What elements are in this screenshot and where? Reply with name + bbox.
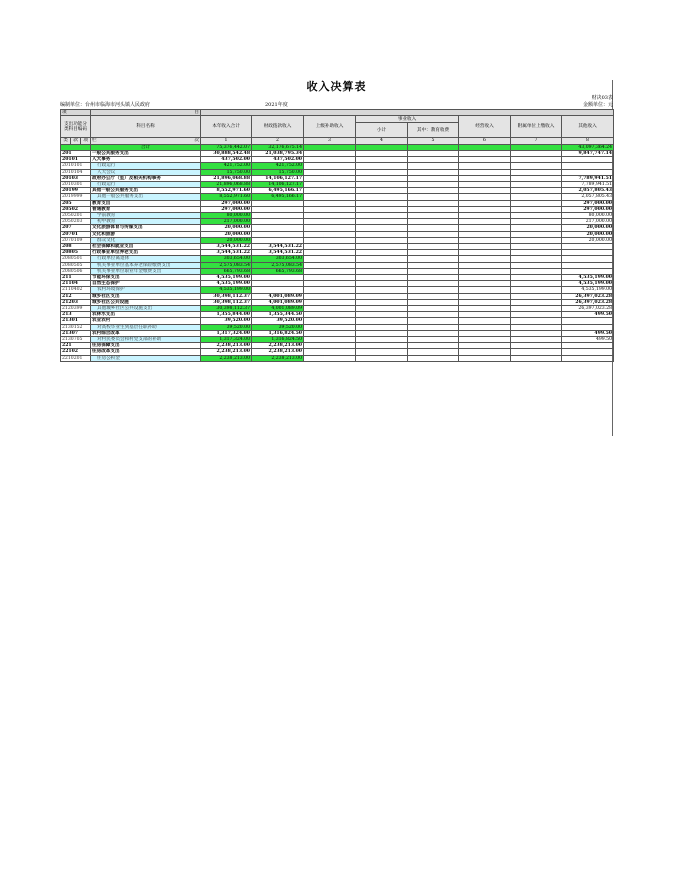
header-subject: 科目名称 [91,116,201,138]
cell-fiscal: 1,355,344.50 [252,312,304,318]
cell-fiscal: 3,544,531.22 [252,250,304,256]
cell-fiscal: 21,038,795.34 [252,150,304,156]
cell-code: 2080505 [61,262,91,268]
cell-code: 208 [61,243,91,249]
cell-fiscal: 6,495,166.17 [252,194,304,200]
cell-operating [459,355,511,361]
cell-code: 201 [61,150,91,156]
cell-code: 2110402 [61,287,91,293]
cell-code: 2050201 [61,212,91,218]
cell-fiscal: 3,544,531.22 [252,243,304,249]
cell-fiscal: 2,575,083.54 [252,262,304,268]
cell-total: 20,000.00 [201,231,252,237]
cell-other: 7,789,941.51 [562,175,614,181]
cell-fiscal: 4,001,089.09 [252,305,304,311]
cell-total: 2,575,083.54 [201,262,252,268]
cell-fiscal: 4,001,089.09 [252,293,304,299]
cell-other: 80,000.00 [562,212,614,218]
cell-total: 2,238,213.00 [201,355,252,361]
cell-superior [304,355,356,361]
cell-code: 20502 [61,206,91,212]
cell-name: 人大事务 [91,157,201,163]
cell-fiscal: 1,316,824.50 [252,337,304,343]
cell-name: 对村民委员会和村党支部的补助 [91,337,201,343]
cell-total: 30,398,112.37 [201,299,252,305]
cell-code: 21104 [61,281,91,287]
cell-total: 8,552,971.60 [201,188,252,194]
cell-total: 437,502.00 [201,157,252,163]
cell-name: 其他一般公共服务支出 [91,194,201,200]
cell-name: 机关事业单位基本养老保险缴费支出 [91,262,201,268]
cell-name: 对高校毕业生到基层任职补助 [91,324,201,330]
cell-code: 20701 [61,231,91,237]
cell-fiscal: 6,495,166.17 [252,188,304,194]
header-xiang-col: 项 [81,138,91,145]
header-edu-fee: 其中：教育收费 [408,123,459,138]
cell-total: 30,398,112.37 [201,305,252,311]
cell-name: 其他一般公共服务支出 [91,188,201,194]
cell-total: 2,238,213.00 [201,343,252,349]
cell-name: 农业农村 [91,318,201,324]
cell-total: 421,752.00 [201,163,252,169]
cell-name: 人大会议 [91,169,201,175]
cell-total: 30,888,542.48 [201,150,252,156]
table-row [61,355,614,361]
header-superior: 上级补助收入 [304,116,356,138]
header-total: 本年收入合计 [201,116,252,138]
cell-other: 26,397,023.28 [562,299,614,305]
cell-name: 行政运行 [91,163,201,169]
cell-other: 297,000.00 [562,206,614,212]
cell-fiscal: 437,502.00 [252,157,304,163]
cell-edu-fee [408,355,459,361]
cell-fiscal: 2,238,213.00 [252,343,304,349]
header-mu: 目 [91,110,201,116]
header-subtotal: 小计 [356,123,408,138]
cell-total: 1,317,324.00 [201,337,252,343]
header-lan: 栏 [92,138,97,144]
col-index-5: 5 [408,138,459,145]
cell-code: 20101 [61,157,91,163]
cell-code: 20103 [61,175,91,181]
cell-other: 26,397,023.28 [562,293,614,299]
cell-total: 303,654.00 [201,256,252,262]
cell-other: 2,057,805.43 [562,188,614,194]
cell-name: 普通教育 [91,206,201,212]
cell-code: 205 [61,200,91,206]
cell-code: 2010301 [61,181,91,187]
cell-total: 4,535,199.00 [201,281,252,287]
page-title: 收入决算表 [306,80,367,93]
cell-other [562,355,614,361]
cell-total: 20,000.00 [201,225,252,231]
col-index-6: 6 [459,138,511,145]
cell-name: 学前教育 [91,212,201,218]
cell-total: 39,520.00 [201,324,252,330]
cell-total: 21,896,068.88 [201,175,252,181]
header-business-group: 事业收入 [356,116,459,123]
cell-name: 社会保障和就业支出 [91,243,201,249]
cell-code: 2019999 [61,194,91,200]
cell-fiscal: 2,238,213.00 [252,355,304,361]
cell-other: 4,535,199.00 [562,281,614,287]
cell-other: 7,789,941.51 [562,181,614,187]
cell-code: 21307 [61,330,91,336]
cell-code: 22102 [61,349,91,355]
cell-total: 1,317,324.00 [201,330,252,336]
cell-other: 20,000.00 [562,231,614,237]
cell-name: 机关事业单位职业年金缴费支出 [91,268,201,274]
form-number: 财决03表 [591,95,613,101]
cell-code: 2080506 [61,268,91,274]
cell-name: 其他城乡社区公共设施支出 [91,305,201,311]
cell-code: 211 [61,274,91,280]
col-index-4: 4 [356,138,408,145]
cell-fiscal: 2,238,213.00 [252,349,304,355]
cell-name: 城乡社区公共设施 [91,299,201,305]
cell-code: 20199 [61,188,91,194]
cell-code: 207 [61,225,91,231]
cell-fiscal: 4,001,089.09 [252,299,304,305]
cell-code: 20805 [61,250,91,256]
cell-other: 4,535,199.00 [562,274,614,280]
cell-name: 教育支出 [91,200,201,206]
cell-fiscal: 303,654.00 [252,256,304,262]
cell-code: 2080501 [61,256,91,262]
header-kuan: 款 [71,138,81,145]
cell-total: 75,376,442.07 [201,144,252,150]
cell-fiscal: 39,520.00 [252,318,304,324]
cell-name: 行政事业单位养老支出 [91,250,201,256]
total-label: 合计 [91,144,201,150]
col-index-1: 1 [201,138,252,145]
cell-other: 2,057,805.43 [562,194,614,200]
cell-name: 自然生态保护 [91,281,201,287]
currency-unit: 金额单位：元 [582,102,613,108]
cell-name: 农村环境保护 [91,287,201,293]
cell-name: 文化旅游体育与传媒支出 [91,225,201,231]
cell-other: 499.50 [562,337,614,343]
cell-code: 2130705 [61,337,91,343]
cell-name: 农林水支出 [91,312,201,318]
cell-other: 20,000.00 [562,225,614,231]
cell-total: 15,750.00 [201,169,252,175]
header-func-code: 支出功能分类科目编码 [61,116,91,138]
cell-total: 4,535,199.00 [201,287,252,293]
col-index-3: 3 [304,138,356,145]
cell-name: 群众文化 [91,237,201,243]
cell-total: 297,000.00 [201,200,252,206]
cell-total: 4,535,199.00 [201,274,252,280]
income-table [60,109,614,362]
cell-total: 30,398,112.37 [201,293,252,299]
header-xiang: 项 [61,110,91,116]
cell-name: 城乡社区支出 [91,293,201,299]
cell-name: 住房保障支出 [91,343,201,349]
cell-other: 20,000.00 [562,237,614,243]
cell-name: 文化和旅游 [91,231,201,237]
cell-other: 499.50 [562,330,614,336]
compiling-unit: 编制单位：台州市临海市河头镇人民政府 [60,102,151,108]
cell-fiscal: 421,752.00 [252,163,304,169]
header-other: 其他收入 [562,116,614,138]
cell-name: 初中教育 [91,219,201,225]
cell-name: 住房改革支出 [91,349,201,355]
cell-other: 217,000.00 [562,219,614,225]
cell-subtotal [356,355,408,361]
cell-total: 3,544,531.22 [201,250,252,256]
cell-code: 2010101 [61,163,91,169]
cell-total: 2,238,213.00 [201,349,252,355]
header-lei: 类 [61,138,71,145]
cell-total: 20,000.00 [201,237,252,243]
cell-total: 8,552,971.60 [201,194,252,200]
cell-total: 217,000.00 [201,219,252,225]
cell-other: 4,535,199.00 [562,287,614,293]
cell-total: 665,793.68 [201,268,252,274]
cell-fiscal: 15,750.00 [252,169,304,175]
table-body [61,144,614,361]
cell-name: 一般公共服务支出 [91,150,201,156]
cell-affiliated [511,355,562,361]
cell-code: 2210201 [61,355,91,361]
cell-code: 2130152 [61,324,91,330]
cell-code: 21203 [61,299,91,305]
cell-other: 9,847,747.14 [562,150,614,156]
cell-total: 3,544,531.22 [201,243,252,249]
cell-name: 行政运行 [91,181,201,187]
cell-fiscal: 32,176,675.14 [252,144,304,150]
cell-name: 农村综合改革 [91,330,201,336]
cell-code: 2050203 [61,219,91,225]
cell-fiscal: 1,316,824.50 [252,330,304,336]
cell-name: 住房公积金 [91,355,201,361]
cell-name: 行政单位离退休 [91,256,201,262]
cell-code: 2070109 [61,237,91,243]
header-operating: 经营收入 [459,116,511,138]
cell-code: 213 [61,312,91,318]
cell-code: 212 [61,293,91,299]
cell-code: 2120399 [61,305,91,311]
col-index-2: 2 [252,138,304,145]
col-index-8: 8 [562,138,614,145]
cell-fiscal: 665,793.68 [252,268,304,274]
cell-total: 39,520.00 [201,318,252,324]
cell-code: 21301 [61,318,91,324]
header-affiliated: 附属单位上缴收入 [511,116,562,138]
col-index-7: 7 [511,138,562,145]
cell-total: 80,000.00 [201,212,252,218]
cell-code: 2010104 [61,169,91,175]
cell-fiscal: 14,106,127.17 [252,181,304,187]
cell-other: 297,000.00 [562,200,614,206]
header-fiscal: 财政拨款收入 [252,116,304,138]
cell-name: 节能环保支出 [91,274,201,280]
cell-other: 43,097,364.24 [562,144,614,150]
cell-total: 297,000.00 [201,206,252,212]
cell-name: 政府办公厅（室）及相关机构事务 [91,175,201,181]
cell-code: 221 [61,343,91,349]
cell-other: 499.50 [562,312,614,318]
cell-fiscal: 39,520.00 [252,324,304,330]
cell-total: 21,896,068.88 [201,181,252,187]
cell-other: 26,397,023.28 [562,305,614,311]
header-ci: 次 [194,138,200,144]
cell-fiscal: 14,106,127.17 [252,175,304,181]
fiscal-year: 2021年度 [265,102,288,108]
cell-total: 1,355,844.00 [201,312,252,318]
